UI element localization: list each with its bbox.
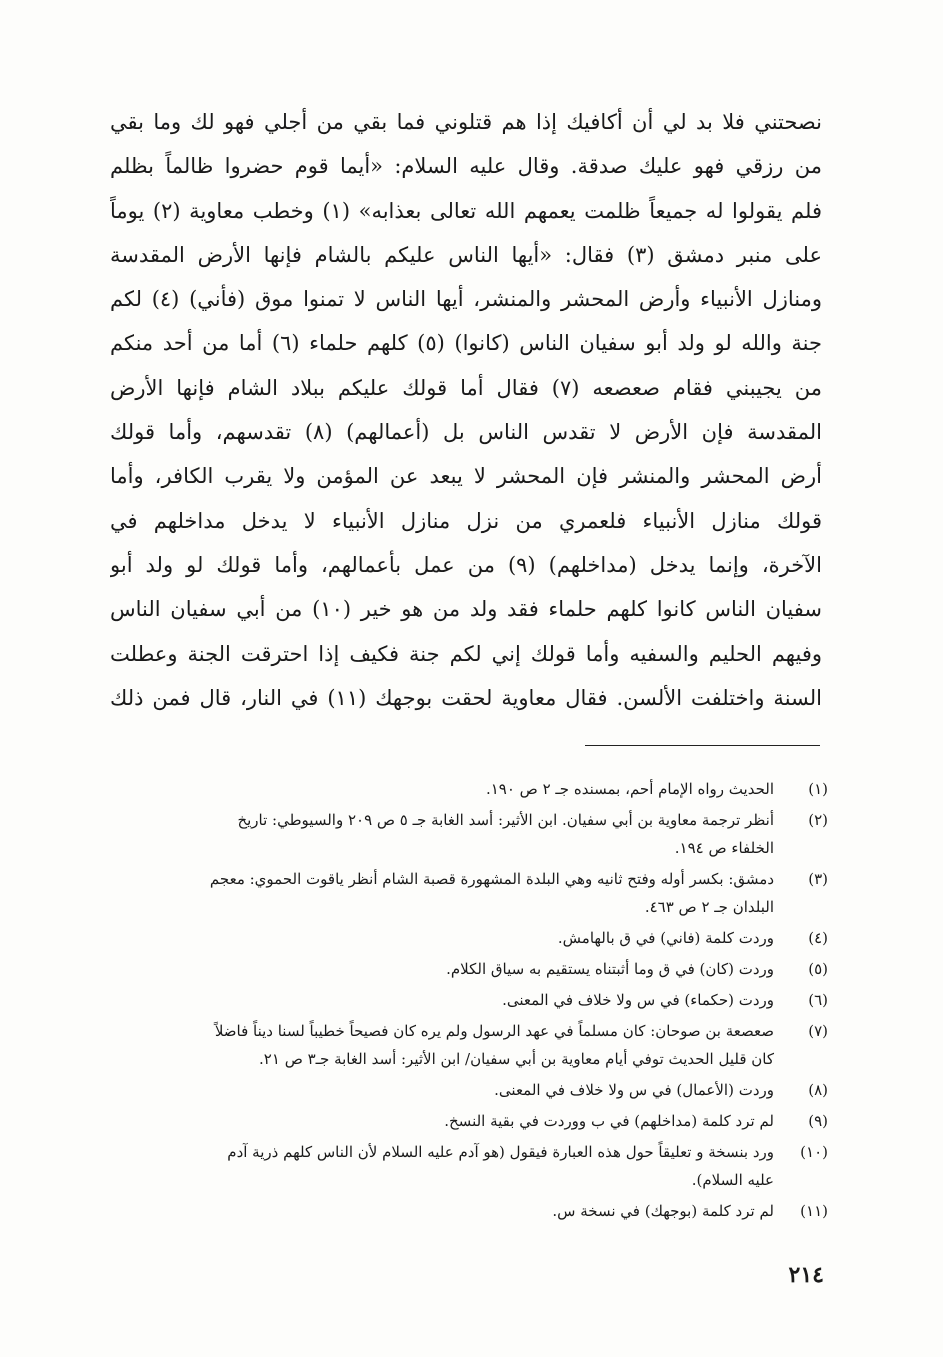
footnote-text [110, 955, 774, 983]
footnote-number: (٧) [808, 1022, 828, 1040]
footnote-number: (٦) [808, 991, 828, 1009]
footnote-number: (٣) [808, 870, 828, 888]
text-line: سفيان الناس كانوا كلهم حلماء فقد ولد من هو خير (١٠) من أبي سفيان الناس [110, 597, 822, 622]
text-line: على منبر دمشق (٣) فقال: «أيها الناس عليكم بالشام فإنها الأرض المقدسة [110, 242, 822, 267]
footnote [110, 775, 828, 803]
footnote [110, 955, 828, 983]
footnote [110, 865, 828, 921]
footnote-line: الخلفاء ص ١٩٤. [674, 839, 774, 857]
footnote-line: عليه السلام). [691, 1171, 774, 1189]
footnote [110, 1017, 828, 1073]
text-line: جنة والله لو ولد أبو سفيان الناس (كانوا) (٥) كلهم حلماء (٦) أما من أحد منكم [110, 331, 822, 356]
footnote-text [110, 986, 774, 1014]
footnote-text [110, 1076, 774, 1104]
text-line: قولك منازل الأنبياء فلعمري من نزل منازل الأنبياء لا يدخل مداخلهم في [110, 508, 822, 533]
text-line: وفيهم الحليم والسفيه وأما قولك إني لكم جنة فكيف إذا احترقت الجنة وعطلت [110, 641, 822, 666]
text-line: نصحتني فلا بد لي أن أكافيك إذا هم قتلوني فما بقي من أجلي فهو لك وما بقي [110, 110, 822, 134]
text-line: السنة واختلفت الألسن. فقال معاوية لحقت بوجهك (١١) في النار، قال فمن ذلك [110, 685, 822, 710]
footnote [110, 1107, 828, 1135]
footnote-number: (٢) [808, 811, 828, 829]
footnote-text [110, 865, 774, 921]
text-line: المقدسة فإن الأرض لا تقدس الناس بل (أعمالهم) (٨) تقدسهم، وأما قولك [110, 420, 822, 445]
footnote-line: وردت (حكماء) في س ولا خلاف في المعنى. [502, 991, 774, 1009]
footnote-line: لم ترد كلمة (مداخلهم) في ب ووردت في بقية النسخ. [444, 1112, 774, 1130]
text-line: ومنازل الأنبياء وأرض المحشر والمنشر، أيها الناس لا تمنوا موق (فأني) (٤) لكم [110, 287, 822, 312]
text-line: من رزقي فهو عليك صدقة. وقال عليه السلام: «أيما قوم حضروا ظالماً بظلم [110, 154, 822, 179]
footnote-text [110, 1107, 774, 1135]
page-number: ٢١٤ [788, 1262, 824, 1288]
footnote-number: (٥) [808, 960, 828, 978]
footnote-line: أنظر ترجمة معاوية بن أبي سفيان. ابن الأثير: أسد الغابة جـ ٥ ص ٢٠٩ والسيوطي: تاريخ [237, 811, 774, 829]
footnote-text [110, 775, 774, 803]
footnote-line: لم ترد كلمة (بوجهك) في نسخة س. [552, 1202, 774, 1220]
footnote-number: (٤) [808, 929, 828, 947]
main-text [110, 100, 822, 720]
footnote-line: البلدان جـ ٢ ص ٤٦٣. [644, 898, 774, 916]
footnote-line: وردت (الأعمال) في س ولا خلاف في المعنى. [494, 1081, 774, 1099]
footnotes [110, 775, 828, 1228]
footnote-line: صعصعة بن صوحان: كان مسلماً في عهد الرسول ولم يره كان فصيحاً خطيباً لسنا ديناً فاضلاً [214, 1022, 774, 1040]
footnote-divider [585, 745, 820, 746]
footnote-text [110, 806, 774, 862]
footnote-number: (١٠) [800, 1143, 828, 1161]
footnote-line: وردت كلمة (فاني) في ق بالهامش. [557, 929, 774, 947]
footnote-number: (١) [808, 780, 828, 798]
footnote-line: الحديث رواه الإمام أحم، بمسنده جـ ٢ ص ١٩٠. [485, 780, 774, 798]
footnote-text [110, 924, 774, 952]
footnote-text [110, 1017, 774, 1073]
footnote-line: وردت (كان) في ق وما أثبتناه يستقيم به سياق الكلام. [446, 960, 774, 978]
footnote-line: دمشق: بكسر أوله وفتح ثانيه وهي البلدة المشهورة قصبة الشام أنظر ياقوت الحموي: معجم [209, 870, 774, 888]
footnote-text [110, 1138, 774, 1194]
text-line: فلم يقولوا له جميعاً ظلمت يعمهم الله تعالى بعذابه» (١) وخطب معاوية (٢) يوماً [110, 198, 822, 223]
footnote [110, 806, 828, 862]
footnote-line: كان قليل الحديث توفي أيام معاوية بن أبي سفيان/ ابن الأثير: أسد الغابة جـ٣ ص ٢١. [259, 1050, 774, 1068]
text-line: من يجيبني فقام صعصعه (٧) فقال أما قولك عليكم ببلاد الشام فإنها الأرض [110, 375, 822, 400]
footnote [110, 1138, 828, 1194]
footnote-text [110, 1197, 774, 1225]
text-line: أرض المحشر والمنشر فإن المحشر لا يبعد عن المؤمن ولا يقرب الكافر، وأما [110, 464, 822, 489]
footnote-number: (٨) [808, 1081, 828, 1099]
footnote [110, 1197, 828, 1225]
footnote [110, 1076, 828, 1104]
footnote [110, 986, 828, 1014]
text-line: الآخرة، وإنما يدخل (مداخلهم) (٩) من عمل بأعمالهم، وأما قولك لو ولد أبو [110, 552, 822, 577]
footnote-number: (١١) [800, 1202, 828, 1220]
footnote [110, 924, 828, 952]
footnote-line: ورد بنسخة و تعليقاً حول هذه العبارة فيقول (هو آدم عليه السلام لأن الناس كلهم ذرية آدم [227, 1143, 774, 1161]
footnote-number: (٩) [808, 1112, 828, 1130]
